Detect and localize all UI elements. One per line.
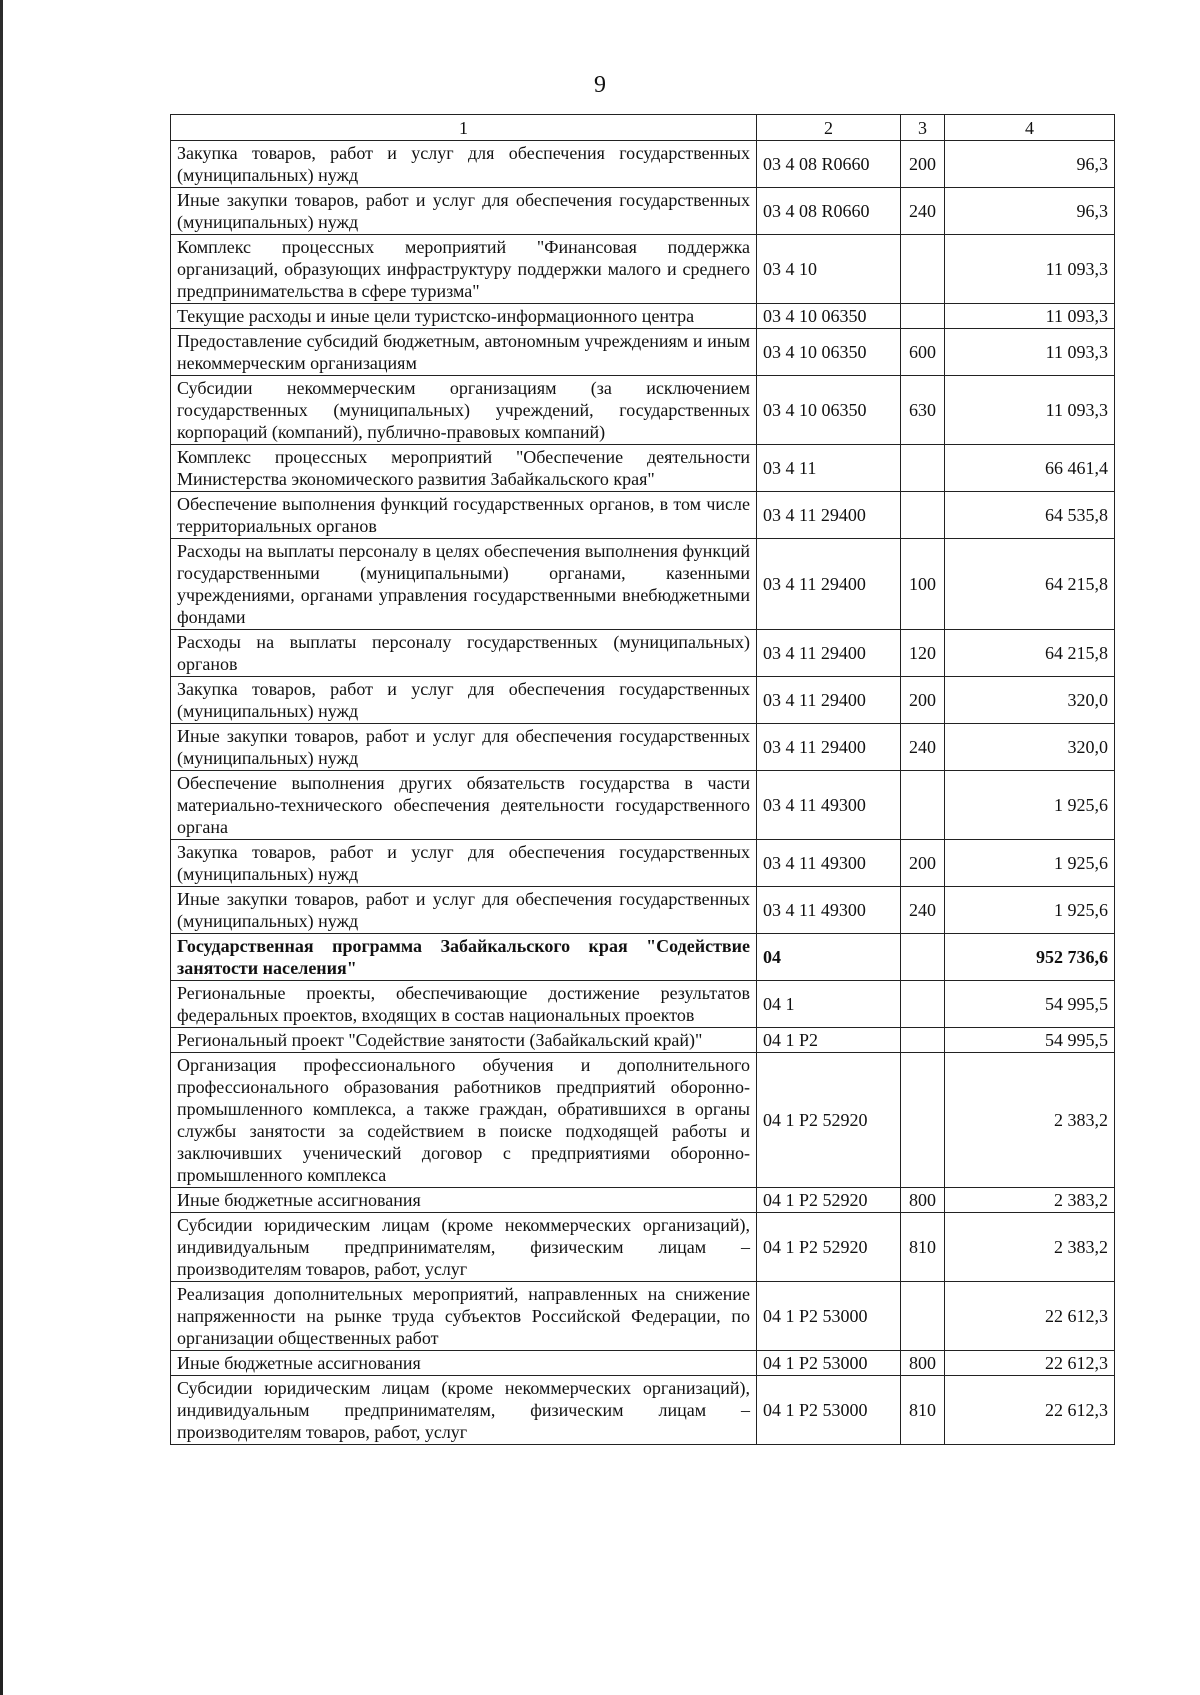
row-code-cell: 03 4 10 (757, 235, 901, 304)
row-amount-cell: 54 995,5 (945, 1028, 1115, 1053)
row-name-cell: Расходы на выплаты персоналу в целях обеспечения выполнения функций государственными (муниципальными) органами, казенными учреждениями, органами управления государственными внебюджетными фондами (171, 539, 757, 630)
column-header-1: 1 (171, 115, 757, 141)
table-row (171, 630, 1115, 677)
row-name-cell: Комплекс процессных мероприятий "Обеспечение деятельности Министерства экономического развития Забайкальского края" (171, 445, 757, 492)
row-amount-cell: 952 736,6 (945, 934, 1115, 981)
row-type-cell (901, 934, 945, 981)
column-header-3: 3 (901, 115, 945, 141)
column-header-4: 4 (945, 115, 1115, 141)
row-type-cell: 240 (901, 724, 945, 771)
row-code-cell: 03 4 11 (757, 445, 901, 492)
row-name-cell: Иные закупки товаров, работ и услуг для обеспечения государственных (муниципальных) нужд (171, 887, 757, 934)
table-body (171, 141, 1115, 1445)
row-name-cell: Комплекс процессных мероприятий "Финансовая поддержка организаций, образующих инфраструктуру поддержки малого и среднего предпринимательства в сфере туризма" (171, 235, 757, 304)
row-amount-cell: 22 612,3 (945, 1376, 1115, 1445)
table-row (171, 1282, 1115, 1351)
row-amount-cell: 1 925,6 (945, 771, 1115, 840)
row-amount-cell: 64 535,8 (945, 492, 1115, 539)
row-code-cell: 04 1 (757, 981, 901, 1028)
row-code-cell: 03 4 10 06350 (757, 329, 901, 376)
row-name-cell: Закупка товаров, работ и услуг для обеспечения государственных (муниципальных) нужд (171, 141, 757, 188)
row-name-cell: Обеспечение выполнения других обязательств государства в части материально-технического обеспечения деятельности государственного органа (171, 771, 757, 840)
page-number: 9 (594, 72, 606, 98)
row-name-cell: Субсидии юридическим лицам (кроме некоммерческих организаций), индивидуальным предпринимателям, физическим лицам – производителям товаров, работ, услуг (171, 1213, 757, 1282)
row-name-cell: Иные бюджетные ассигнования (171, 1351, 757, 1376)
table-row (171, 445, 1115, 492)
row-type-cell: 120 (901, 630, 945, 677)
row-amount-cell: 11 093,3 (945, 235, 1115, 304)
row-amount-cell: 2 383,2 (945, 1188, 1115, 1213)
row-code-cell: 04 (757, 934, 901, 981)
table-row (171, 724, 1115, 771)
row-type-cell (901, 1028, 945, 1053)
table-row (171, 304, 1115, 329)
table-row (171, 840, 1115, 887)
row-amount-cell: 64 215,8 (945, 539, 1115, 630)
row-amount-cell: 64 215,8 (945, 630, 1115, 677)
row-name-cell: Субсидии некоммерческим организациям (за исключением государственных (муниципальных) учреждений, государственных корпораций (компаний), публично-правовых компаний) (171, 376, 757, 445)
row-amount-cell: 96,3 (945, 141, 1115, 188)
row-type-cell (901, 304, 945, 329)
table-row (171, 141, 1115, 188)
row-name-cell: Реализация дополнительных мероприятий, направленных на снижение напряженности на рынке труда субъектов Российской Федерации, по организации общественных работ (171, 1282, 757, 1351)
table-row (171, 188, 1115, 235)
row-code-cell: 04 1 P2 (757, 1028, 901, 1053)
row-type-cell: 100 (901, 539, 945, 630)
row-code-cell: 03 4 11 29400 (757, 492, 901, 539)
table-row (171, 329, 1115, 376)
row-amount-cell: 11 093,3 (945, 304, 1115, 329)
table-row (171, 492, 1115, 539)
row-name-cell: Иные бюджетные ассигнования (171, 1188, 757, 1213)
row-amount-cell: 54 995,5 (945, 981, 1115, 1028)
table-row (171, 887, 1115, 934)
row-name-cell: Закупка товаров, работ и услуг для обеспечения государственных (муниципальных) нужд (171, 677, 757, 724)
row-amount-cell: 11 093,3 (945, 329, 1115, 376)
row-type-cell: 200 (901, 141, 945, 188)
row-type-cell (901, 445, 945, 492)
table-row (171, 677, 1115, 724)
row-name-cell: Обеспечение выполнения функций государственных органов, в том числе территориальных органов (171, 492, 757, 539)
table-row (171, 1028, 1115, 1053)
row-name-cell: Субсидии юридическим лицам (кроме некоммерческих организаций), индивидуальным предпринимателям, физическим лицам – производителям товаров, работ, услуг (171, 1376, 757, 1445)
row-code-cell: 03 4 11 29400 (757, 539, 901, 630)
table-row (171, 1053, 1115, 1188)
row-name-cell: Иные закупки товаров, работ и услуг для обеспечения государственных (муниципальных) нужд (171, 724, 757, 771)
row-type-cell: 200 (901, 677, 945, 724)
row-name-cell: Организация профессионального обучения и дополнительного профессионального образования работников предприятий оборонно-промышленного комплекса, а также граждан, обратившихся в органы службы занятости за содействием в поиске подходящей работы и заключивших ученический договор с предприятиями оборонно-промышленного комплекса (171, 1053, 757, 1188)
row-amount-cell: 22 612,3 (945, 1282, 1115, 1351)
row-code-cell: 03 4 11 29400 (757, 630, 901, 677)
row-code-cell: 03 4 11 49300 (757, 887, 901, 934)
table-row (171, 1376, 1115, 1445)
row-type-cell (901, 1282, 945, 1351)
row-code-cell: 04 1 P2 53000 (757, 1376, 901, 1445)
row-code-cell: 04 1 P2 53000 (757, 1282, 901, 1351)
row-type-cell: 800 (901, 1188, 945, 1213)
row-type-cell (901, 235, 945, 304)
row-code-cell: 03 4 10 06350 (757, 304, 901, 329)
row-type-cell: 600 (901, 329, 945, 376)
table-row (171, 1188, 1115, 1213)
budget-table (170, 114, 1115, 1445)
table-row (171, 1213, 1115, 1282)
row-name-cell: Государственная программа Забайкальского края "Содействие занятости населения" (171, 934, 757, 981)
row-type-cell: 800 (901, 1351, 945, 1376)
row-amount-cell: 2 383,2 (945, 1213, 1115, 1282)
table-row (171, 376, 1115, 445)
row-type-cell (901, 771, 945, 840)
row-type-cell: 630 (901, 376, 945, 445)
row-name-cell: Закупка товаров, работ и услуг для обеспечения государственных (муниципальных) нужд (171, 840, 757, 887)
row-name-cell: Предоставление субсидий бюджетным, автономным учреждениям и иным некоммерческим организациям (171, 329, 757, 376)
row-amount-cell: 320,0 (945, 677, 1115, 724)
row-code-cell: 03 4 11 29400 (757, 724, 901, 771)
row-type-cell: 200 (901, 840, 945, 887)
table-row (171, 1351, 1115, 1376)
row-type-cell: 240 (901, 188, 945, 235)
row-code-cell: 03 4 08 R0660 (757, 188, 901, 235)
row-code-cell: 04 1 P2 52920 (757, 1188, 901, 1213)
row-amount-cell: 66 461,4 (945, 445, 1115, 492)
row-code-cell: 03 4 11 29400 (757, 677, 901, 724)
row-amount-cell: 1 925,6 (945, 840, 1115, 887)
table-row (171, 539, 1115, 630)
row-name-cell: Иные закупки товаров, работ и услуг для обеспечения государственных (муниципальных) нужд (171, 188, 757, 235)
row-code-cell: 03 4 08 R0660 (757, 141, 901, 188)
row-name-cell: Расходы на выплаты персоналу государственных (муниципальных) органов (171, 630, 757, 677)
row-amount-cell: 11 093,3 (945, 376, 1115, 445)
row-name-cell: Текущие расходы и иные цели туристско-информационного центра (171, 304, 757, 329)
row-amount-cell: 96,3 (945, 188, 1115, 235)
table-row (171, 235, 1115, 304)
row-type-cell (901, 492, 945, 539)
table-row (171, 981, 1115, 1028)
row-code-cell: 04 1 P2 52920 (757, 1053, 901, 1188)
row-type-cell (901, 1053, 945, 1188)
row-amount-cell: 2 383,2 (945, 1053, 1115, 1188)
row-code-cell: 03 4 10 06350 (757, 376, 901, 445)
column-header-2: 2 (757, 115, 901, 141)
row-code-cell: 03 4 11 49300 (757, 771, 901, 840)
row-type-cell (901, 981, 945, 1028)
row-amount-cell: 22 612,3 (945, 1351, 1115, 1376)
row-amount-cell: 1 925,6 (945, 887, 1115, 934)
scan-edge (0, 0, 3, 1695)
row-name-cell: Региональные проекты, обеспечивающие достижение результатов федеральных проектов, входящих в состав национальных проектов (171, 981, 757, 1028)
row-name-cell: Региональный проект "Содействие занятости (Забайкальский край)" (171, 1028, 757, 1053)
row-amount-cell: 320,0 (945, 724, 1115, 771)
table-row (171, 771, 1115, 840)
row-type-cell: 810 (901, 1376, 945, 1445)
table-header-row (171, 115, 1115, 141)
row-code-cell: 03 4 11 49300 (757, 840, 901, 887)
row-code-cell: 04 1 P2 52920 (757, 1213, 901, 1282)
row-type-cell: 240 (901, 887, 945, 934)
row-type-cell: 810 (901, 1213, 945, 1282)
row-code-cell: 04 1 P2 53000 (757, 1351, 901, 1376)
table-row (171, 934, 1115, 981)
